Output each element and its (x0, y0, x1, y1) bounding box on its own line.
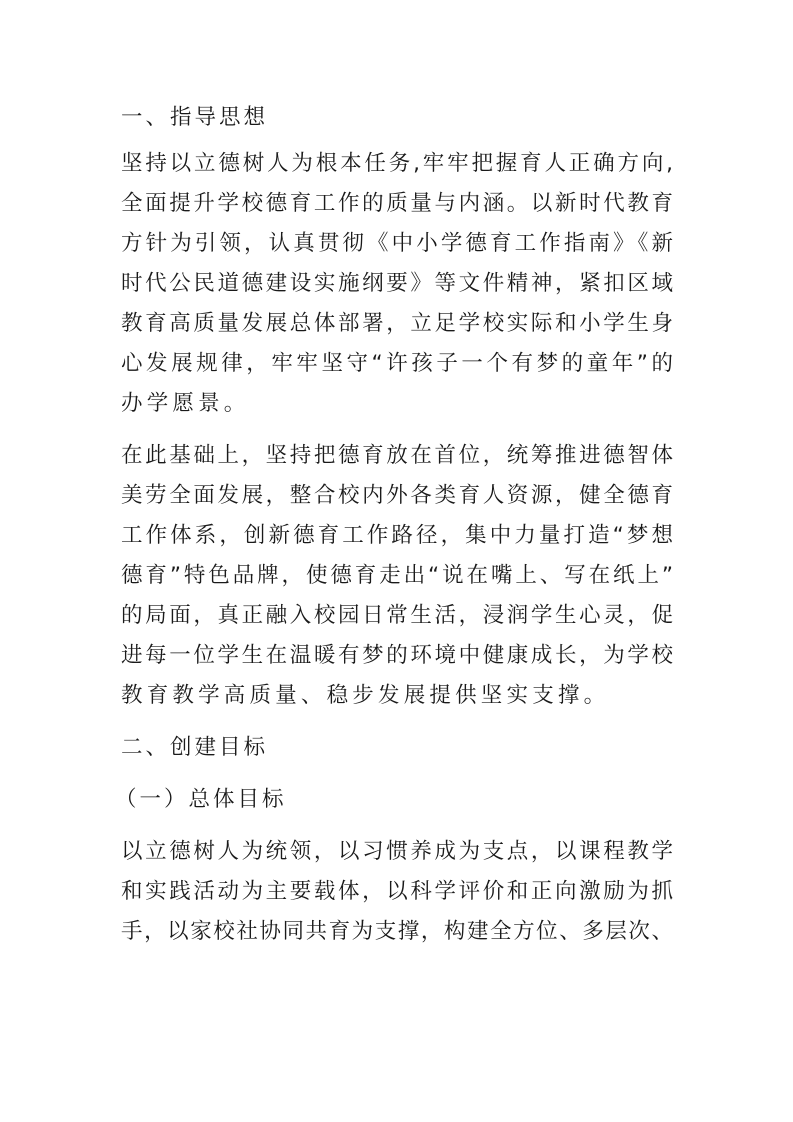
paragraph-line: 德育”特色品牌，使德育走出“说在嘴上、写在纸上” (121, 563, 673, 588)
paragraph-line: 时代公民道德建设实施纲要》等文件精神，紧扣区域 (121, 271, 673, 296)
paragraph-line: 在此基础上，坚持把德育放在首位，统筹推进德智体 (121, 443, 673, 468)
paragraph-line: 手，以家校社协同共育为支撑，构建全方位、多层次、 (121, 919, 673, 944)
paragraph-line: 工作体系，创新德育工作路径，集中力量打造“梦想 (121, 523, 673, 548)
paragraph-line: 的局面，真正融入校园日常生活，浸润学生心灵，促 (121, 603, 673, 628)
section-heading-guiding-ideology: 一、指导思想 (121, 105, 269, 130)
section-heading-goals: 二、创建目标 (121, 735, 269, 760)
paragraph-line: 办学愿景。 (121, 391, 250, 416)
paragraph-line: 美劳全面发展，整合校内外各类育人资源，健全德育 (121, 483, 673, 508)
paragraph-line: 方针为引领，认真贯彻《中小学德育工作指南》《新 (121, 231, 673, 256)
paragraph-line: 进每一位学生在温暖有梦的环境中健康成长，为学校 (121, 643, 673, 668)
paragraph-line: 心发展规律，牢牢坚守“许孩子一个有梦的童年”的 (121, 351, 673, 376)
paragraph-line: 教育高质量发展总体部署，立足学校实际和小学生身 (121, 311, 673, 336)
paragraph-line: 全面提升学校德育工作的质量与内涵。以新时代教育 (121, 191, 673, 216)
paragraph-line: 教育教学高质量、稳步发展提供坚实支撑。 (121, 683, 610, 708)
subsection-heading-overall-goal: （一）总体目标 (115, 787, 287, 812)
paragraph-line: 以立德树人为统领，以习惯养成为支点，以课程教学 (121, 839, 673, 864)
paragraph-line: 坚持以立德树人为根本任务,牢牢把握育人正确方向, (121, 151, 673, 176)
paragraph-line: 和实践活动为主要载体，以科学评价和正向激励为抓 (121, 879, 673, 904)
